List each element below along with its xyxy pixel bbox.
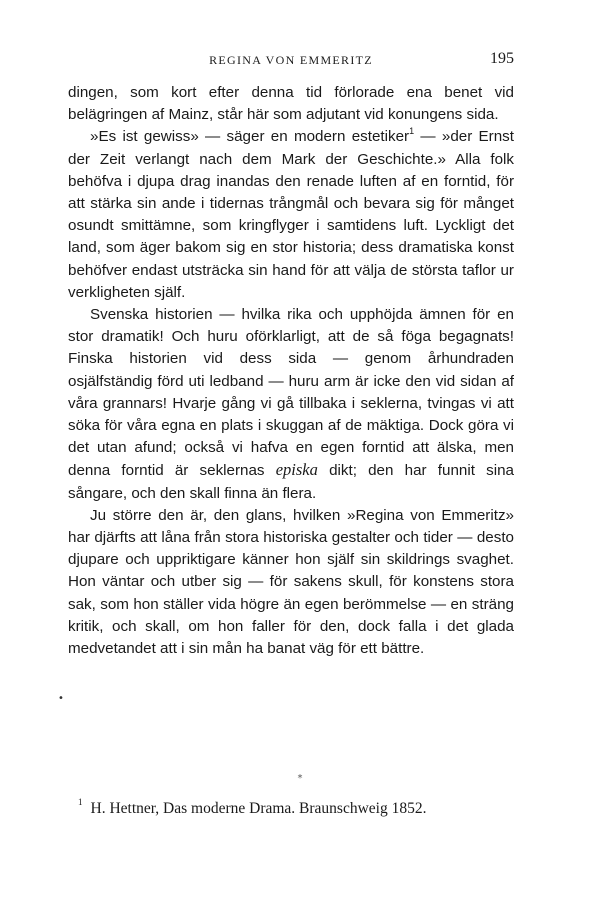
footnote-reference: 1 <box>409 126 415 137</box>
section-separator: * <box>297 773 303 784</box>
page-header <box>68 50 514 72</box>
body-text <box>68 82 514 660</box>
emphasized-word: episka <box>275 460 318 480</box>
footnote <box>78 796 518 818</box>
paragraph-2-text-end: — »der Ernst der Zeit verlangt nach dem Mark der Geschichte.» Alla folk behöfva i djupa drag inandas den renade luften af en forntid, för att stärka sin ande i tidernas trångmål och bevara sig för månget osundt smittämne, som kringflyger i samtidens luft. Lyckligt det land, som äger bakom sig en stor historia; dess dramatiska konst behöfver endast utsträcka sin hand för att välja de största taflor ur verkligheten själf. <box>68 128 514 301</box>
paragraph-3-text-end: dikt; den har funnit sina sångare, och den skall finna än flera. <box>68 462 514 502</box>
paragraph-2-text-start: »Es ist gewiss» — säger en modern estetiker <box>90 128 410 146</box>
paragraph-3 <box>68 304 514 505</box>
page-number: 195 <box>490 50 514 67</box>
running-title: REGINA VON EMMERITZ <box>209 53 373 67</box>
paragraph-2 <box>68 126 514 304</box>
margin-dot: • <box>58 693 64 704</box>
footnote-marker: 1 <box>78 796 83 807</box>
paragraph-1: dingen, som kort efter denna tid förlorade ena benet vid belägringen af Mainz, står här som adjutant vid konungens sida. <box>68 84 514 124</box>
paragraph-3-text-start: Svenska historien — hvilka rika och upphöjda ämnen för en stor dramatik! Och huru oförklarligt, att de så föga begagnats! Finska historien vid dess sida — genom århundraden osjälfständig förd uti ledband — huru arm är icke den vid sidan af våra grannars! Hvarje gång vi gå tillbaka i seklerna, tvingas vi att söka för våra egna en plats i skuggan af de mäktiga. Dock göra vi det utan afund; också vi hafva en egen forntid att älska, men denna forntid är seklernas <box>68 306 514 480</box>
footnote-text: H. Hettner, Das moderne Drama. Braunschweig 1852. <box>90 800 427 817</box>
paragraph-4: Ju större den är, den glans, hvilken »Regina von Emmeritz» har djärfts att låna från stora historiska gestalter och tider — desto djupare och uppriktigare känner hon själf sin skildrings svaghet. Hon väntar och utber sig — för sakens skull, för konstens stora sak, som hon ställer vida högre än egen berömmelse — en sträng kritik, och skall, om hon faller för den, dock falla i det glada medvetandet att i sin mån ha banat väg för ett bättre. <box>68 506 514 658</box>
